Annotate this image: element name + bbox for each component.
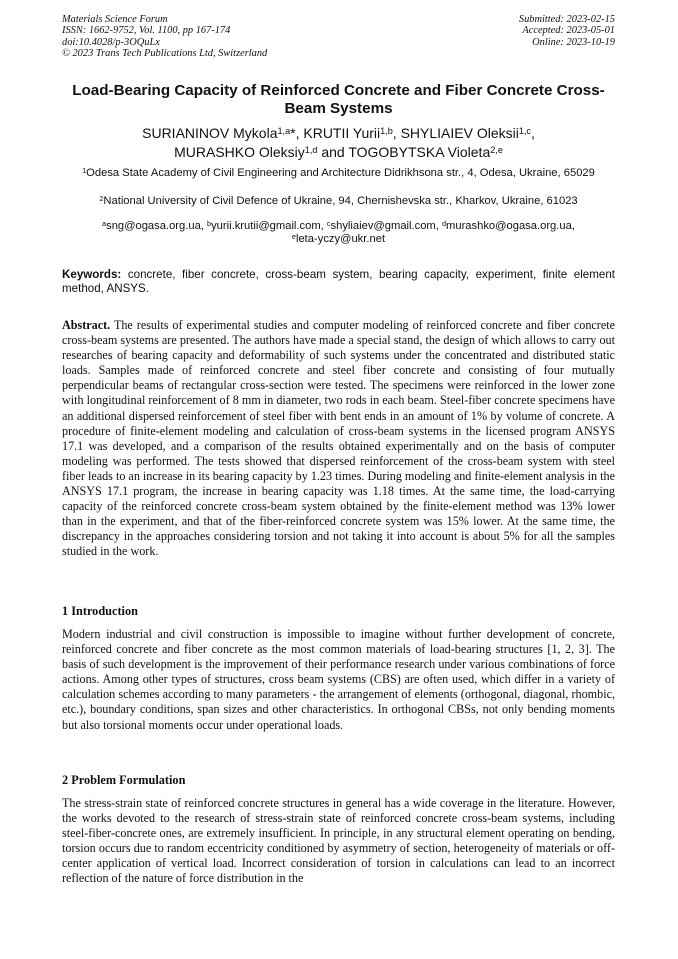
email-list [62,220,615,247]
affiliation-text: Odesa State Academy of Civil Engineering and Architecture Didrikhsona str., 4, Odesa, Ukraine, 65029 [86,167,595,179]
email-address[interactable]: sng@ogasa.org.ua, [106,220,208,232]
section-body-introduction: Modern industrial and civil construction is impossible to imagine without further development of concrete, reinforced concrete and fiber concrete as the most common materials of load-bearing structures [1, 2, 3]. The basis of such development is the improvement of their performance research under various combinations of force actions. Among other types of structures, cross beam systems (CBS) are often used, which differ in a variety of calculation schemes according to many parameters - the arrangement of elements (orthogonal, diagonal, rhombic, etc.), boundary conditions, span sizes and other characteristics. In orthogonal CBSs, not only bending moments but also torsional moments occur under operational loads. [62,627,615,732]
email-address[interactable]: shyliaiev@gmail.com, [330,220,442,232]
submitted-date: Submitted: 2023-02-15 [518,14,615,25]
abstract-label: Abstract. [62,318,111,332]
publication-dates [519,14,615,48]
journal-info [62,14,267,60]
abstract-text: The results of experimental studies and computer modeling of reinforced concrete and fiber concrete cross-beam systems are presented. The authors have made a special stand, the design of which allows to carry out researches of bearing capacity and deformability of such systems under the concentrated and distributed static loads. Samples made of reinforced concrete and steel fiber concrete and consisting of four mutually perpendicular beams of rectangular cross-section were tested. The specimens were reinforced in the lower zone with longitudinal reinforcement of 8 mm in diameter, two rods in each beam. Steel-fiber concrete specimens have an additional dispersed reinforcement of steel fiber with bent ends in an amount of 1% by volume of concrete. A procedure of finite-element modeling and calculation of cross-beam systems in the licensed program ANSYS 17.1 was developed, and a comparison of the results obtained experimentally and on the basis of computer modeling was performed. The tests showed that dispersed reinforcement of the cross-beam system with steel fiber leads to an increase in its bearing capacity by 1.23 times. During modeling and finite-element analysis in the ANSYS 17.1 program, the increase in bearing capacity was 1.18 times. At the same time, the load-carrying capacity of the reinforced concrete cross-beam system obtained by the finite-element method was 13% lower than in the experiment, and that of the fiber-reinforced concrete system was 15% lower. At the same time, the discrepancy in the approaches considering torsion and not taking it into account is about 5% for all the samples studied in the work. [62,318,615,559]
email-mark: a [102,218,107,228]
email-address[interactable]: yurii.krutii@gmail.com, [211,220,327,232]
author-affiliation-mark: 1,a [277,125,291,136]
affiliation-text: National University of Civil Defence of Ukraine, 94, Chernishevska str., Kharkov, Ukraine, 61023 [103,195,578,207]
email-mark: c [326,218,331,228]
journal-name: Materials Science Forum [62,14,168,25]
doi: doi:10.4028/p-3OQuLx [62,36,160,48]
email-mark: d [441,218,447,228]
author-affiliation-mark: 1,c [518,125,531,136]
journal-issn: ISSN: 1662-9752, Vol. 1100, pp 167-174 [62,25,231,37]
section-heading-introduction: 1 Introduction [62,604,138,618]
keywords-text: concrete, fiber concrete, cross-beam system, bearing capacity, experiment, finite element method, ANSYS. [62,268,615,295]
keywords [62,268,615,296]
section-body-problem-formulation: The stress-strain state of reinforced concrete structures in general has a wide coverage in the literature. However, the works devoted to the research of stress-strain state of reinforced concrete cross-beam systems, including steel-fiber-concrete ones, are extremely insufficient. In principle, in any structural element operating on bending, torsion occurs due to random eccentricity conditioned by asymmetry of section, heterogeneity of materials or off-center application of vertical load. Incorrect consideration of torsion in calculations can lead to an incorrect reflection of the nature of force distribution in the [62,796,615,886]
email-address[interactable]: leta-yczy@ukr.net [295,233,386,246]
accepted-date: Accepted: 2023-05-01 [522,25,615,37]
email-address[interactable]: murashko@ogasa.org.ua, [446,220,575,232]
affiliation [62,167,615,180]
author-separator: , [392,125,401,141]
paper-title: Load-Bearing Capacity of Reinforced Concrete and Fiber Concrete Cross-Beam Systems [72,82,605,117]
author-name: SHYLIAIEV Oleksii [400,125,519,141]
author-separator: and [317,144,349,160]
author-list [62,124,615,162]
author-name: KRUTII Yurii [303,125,381,141]
copyright: © 2023 Trans Tech Publications Ltd, Switzerland [62,48,268,60]
affiliation-number: 1 [82,165,87,175]
author-name: SURIANINOV Mykola [142,125,278,141]
author-name: MURASHKO Oleksiy [174,144,305,160]
online-date: Online: 2023-10-19 [532,36,615,48]
author-affiliation-mark: 1,b [380,125,393,136]
keywords-label: Keywords: [62,268,122,281]
author-name: TOGOBYTSKA Violeta [348,144,491,160]
abstract [62,318,615,560]
author-separator: *, [290,125,304,141]
author-affiliation-mark: 1,d [304,144,318,155]
section-heading-problem-formulation: 2 Problem Formulation [62,773,186,787]
author-separator: , [530,125,535,141]
author-affiliation-mark: 2,e [490,144,503,155]
affiliation [62,195,615,208]
email-mark: e [291,232,296,242]
email-mark: b [207,218,212,228]
affiliation-number: 2 [99,193,104,203]
